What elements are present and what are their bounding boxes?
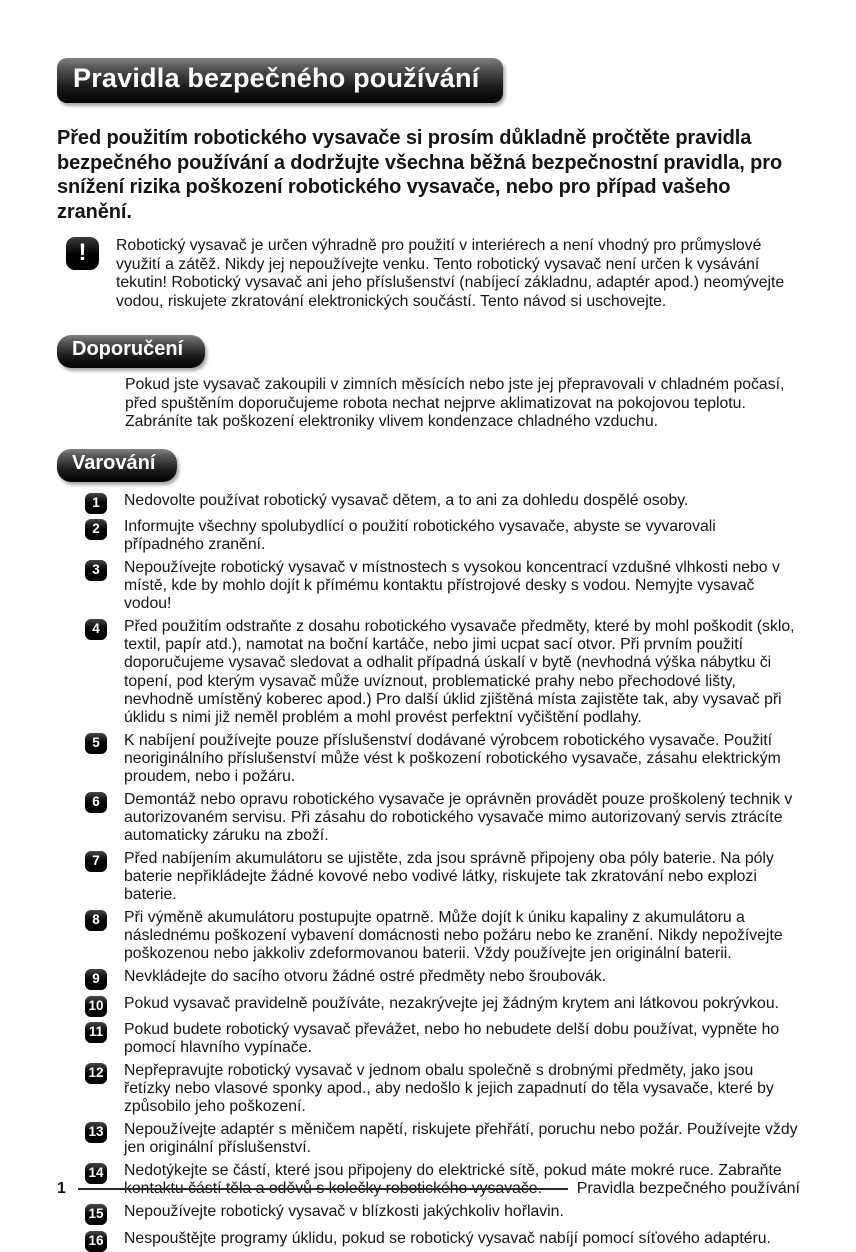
warning-item — [57, 1062, 800, 1117]
footer-rule — [78, 1188, 568, 1190]
item-number-badge: 9 — [85, 969, 107, 990]
footer-title: Pravidla bezpečného používání — [576, 1180, 800, 1197]
warning-item — [57, 995, 800, 1017]
warning-item — [57, 518, 800, 554]
warning-item — [57, 618, 800, 727]
item-number-badge: 1 — [85, 493, 107, 514]
item-text: Nedotýkejte se částí, které jsou připojeny do elektrické sítě, pokud máte mokré ruce. Zabraňte kontaktu částí těla a oděvů s kolečky robotického vysavače. — [124, 1162, 782, 1198]
item-text: Pokud vysavač pravidelně používáte, nezakrývejte jej žádným krytem ani látkovou pokrývkou. — [124, 994, 780, 1012]
item-number-badge: 8 — [85, 910, 107, 931]
section-doporuceni — [57, 335, 800, 432]
warning-item — [57, 909, 800, 964]
warning-item — [57, 1230, 800, 1252]
item-text: Informujte všechny spolubydlící o použití robotického vysavače, abyste se vyvarovali případného zranění. — [124, 518, 716, 554]
item-text: Demontáž nebo opravu robotického vysavače je oprávněn provádět pouze proškolený technik v autorizovaném servisu. Při zásahu do robotického vysavače mimo autorizovaný servis ztrácíte automaticky záruku na zboží. — [124, 790, 793, 845]
item-text: Při výměně akumulátoru postupujte opatrně. Může dojít k úniku kapaliny z akumulátoru a následnému poškození vybavení domácnosti nebo požáru nebo ke zranění. Nikdy nepožívejte poškozenou nebo jakkoliv zdeformovanou baterii. Vždy používejte jen originální baterii. — [124, 909, 783, 963]
section-heading-doporuceni — [57, 335, 205, 368]
item-text: Nevkládejte do sacího otvoru žádné ostré předměty nebo šroubovák. — [124, 968, 607, 986]
item-number-badge: 14 — [85, 1163, 107, 1184]
item-number-badge: 5 — [85, 733, 107, 754]
warning-item — [57, 1203, 800, 1225]
notice-text: Robotický vysavač je určen výhradně pro použití v interiérech a není vhodný pro průmyslové využití a zátěž. Nikdy jej nepoužívejte venku. Tento robotický vysavač není určen k vysávání tekutin! Robotický vysavač ani jeho příslušenství (nabíjecí základnu, adaptér apod.) neomývejte vodou, riskujete zkratování elektronických součástí. Tento návod si uschovejte. — [116, 237, 785, 310]
warning-item — [57, 1021, 800, 1057]
item-number-badge: 2 — [85, 519, 107, 540]
item-number-badge: 6 — [85, 792, 107, 813]
item-text: Pokud budete robotický vysavač převážet, nebo ho nebudete delší dobu používat, vypněte ho pomocí hlavního vypínače. — [124, 1021, 780, 1057]
warning-item — [57, 492, 800, 514]
section-heading-varovani — [57, 449, 177, 482]
warning-item — [57, 968, 800, 990]
item-text: Nepřepravujte robotický vysavač v jednom obalu společně s drobnými předměty, jako jsou řetízky nebo vlasové sponky apod., aby nedošlo k jejich zapadnutí do těla vysavače, které by způsobilo jeho poškození. — [124, 1062, 774, 1116]
item-text: Nepoužívejte robotický vysavač v místnostech s vysokou koncentrací vzdušné vlhkosti nebo v místě, kde by mohlo dojít k přímému kontaktu přístrojové desky s vodou. Nemyjte vysavač vodou! — [124, 558, 780, 613]
item-number-badge: 4 — [85, 619, 107, 640]
item-text: Před použitím odstraňte z dosahu robotického vysavače předměty, které by mohl poškodit (sklo, textil, papír atd.), namotat na boční kartáče, nebo jimi ucpat sací otvor. Při prvním použití doporučujeme vysavač sledovat a odhalit případná úskalí v bytě (nevhodná výška nábytku či topení, pod kterým vysavač může uvíznout, problematické prahy nebo přechodové lišty, nevhodně umístěný koberec apod.) Pro další úklid zjištěná místa zajistěte tak, aby vysavač při úklidu s nimi již neměl problém a mohl provést perfektní vyčištění podlahy. — [124, 618, 795, 727]
doporuceni-paragraph: Pokud jste vysavač zakoupili v zimních měsících nebo jste jej přepravovali v chladném počasí, před spuštěním doporučujeme robota nechat nejprve aklimatizovat na pokojovou teplotu. Zabráníte tak poškození elektroniky vlivem kondenzace chladného vzduchu. — [125, 376, 785, 430]
warning-item — [57, 732, 800, 787]
item-text: Nedovolte používat robotický vysavač dětem, a to ani za dohledu dospělé osoby. — [124, 491, 689, 509]
section-heading-doporuceni-label: Doporučení — [72, 338, 184, 360]
item-number-badge: 7 — [85, 851, 107, 872]
item-number-badge: 11 — [85, 1022, 107, 1043]
item-number-badge: 13 — [85, 1122, 107, 1143]
section-heading-varovani-label: Varování — [72, 451, 156, 474]
warning-item — [57, 791, 800, 846]
safety-notice — [57, 237, 800, 311]
item-text: Nepoužívejte adaptér s měničem napětí, riskujete přehřátí, poruchu nebo požár. Používejte vždy jen originální příslušenství. — [124, 1121, 798, 1157]
warning-item — [57, 1121, 800, 1157]
warning-item — [57, 850, 800, 905]
page-title: Pravidla bezpečného používání — [73, 63, 480, 93]
warning-list — [57, 492, 800, 1252]
item-number-badge: 16 — [85, 1231, 107, 1252]
page-footer — [57, 1180, 800, 1198]
item-text: Nespouštějte programy úklidu, pokud se robotický vysavač nabíjí pomocí síťového adaptéru. — [124, 1229, 771, 1247]
page-title-pill — [57, 58, 503, 103]
item-text: Před nabíjením akumulátoru se ujistěte, zda jsou správně připojeny oba póly baterie. Na póly baterie nepřikládejte žádné kovové nebo vodivé látky, riskujete tak zkratování nebo explozi baterie. — [124, 849, 774, 904]
item-number-badge: 3 — [85, 560, 107, 581]
page-number: 1 — [57, 1180, 66, 1197]
warning-item — [57, 559, 800, 614]
item-text: K nabíjení používejte pouze příslušenství dodávané výrobcem robotického vysavače. Použití neoriginálního příslušenství může vést k poškození robotického vysavače, zásahu elektrickým proudem, nebo i požáru. — [124, 731, 781, 786]
item-text: Nepoužívejte robotický vysavač v blízkosti jakýchkoliv hořlavin. — [124, 1203, 564, 1220]
item-number-badge: 10 — [85, 996, 107, 1017]
intro-paragraph: Před použitím robotického vysavače si prosím důkladně pročtěte pravidla bezpečného používání a dodržujte všechna běžná bezpečnostní pravidla, pro snížení rizika poškození robotického vysavače, nebo pro případ vašeho zranění. — [57, 127, 783, 223]
exclamation-icon: ! — [66, 237, 99, 270]
section-varovani — [57, 449, 800, 1252]
item-number-badge: 15 — [85, 1204, 107, 1225]
item-number-badge: 12 — [85, 1063, 107, 1084]
